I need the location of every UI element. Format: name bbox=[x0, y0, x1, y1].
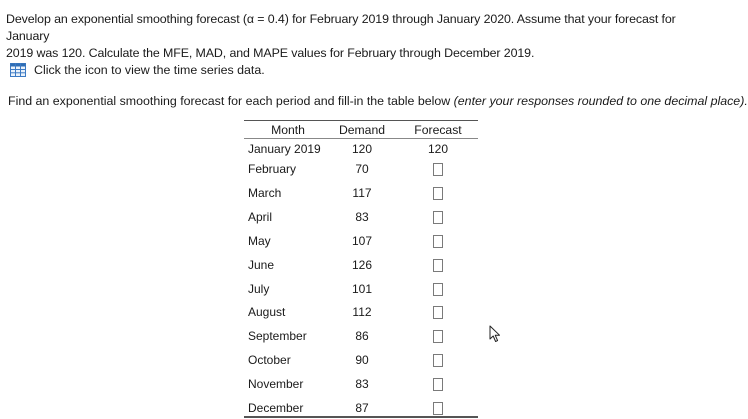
table-header-rule bbox=[244, 138, 478, 139]
table-row-demand: 70 bbox=[355, 162, 369, 176]
table-row-month: April bbox=[248, 210, 273, 224]
table-row-demand: 90 bbox=[355, 353, 369, 367]
table-row-month: December bbox=[248, 401, 304, 415]
table-row-demand: 101 bbox=[351, 282, 373, 296]
table-row-demand: 86 bbox=[355, 329, 369, 343]
grid-table-icon[interactable] bbox=[10, 63, 26, 77]
mouse-pointer-icon bbox=[487, 325, 503, 343]
instructions-note: (enter your responses rounded to one decimal place). bbox=[453, 94, 748, 108]
table-row-month: October bbox=[248, 353, 291, 367]
problem-line-1: Develop an exponential smoothing forecast (α = 0.4) for February 2019 through January 2020. Assume that your forecast for January bbox=[6, 12, 676, 43]
table-top-rule bbox=[244, 120, 478, 121]
table-row-demand: 117 bbox=[352, 186, 372, 200]
demand-header: Demand bbox=[338, 123, 386, 137]
table-bottom-rule bbox=[244, 416, 478, 418]
forecast-answer-input[interactable] bbox=[433, 354, 443, 367]
table-row-demand: 107 bbox=[351, 234, 373, 248]
problem-statement bbox=[6, 11, 696, 62]
instructions-main: Find an exponential smoothing forecast for each period and fill-in the table below bbox=[8, 94, 454, 108]
forecast-answer-input[interactable] bbox=[433, 378, 443, 391]
forecast-answer-input[interactable] bbox=[433, 259, 443, 272]
table-row-demand: 126 bbox=[351, 258, 373, 272]
forecast-answer-input[interactable] bbox=[433, 402, 443, 415]
forecast-answer-input[interactable] bbox=[433, 283, 443, 296]
forecast-header: Forecast bbox=[414, 123, 462, 137]
table-row-demand: 83 bbox=[355, 210, 369, 224]
problem-line-2: 2019 was 120. Calculate the MFE, MAD, and MAPE values for February through December 2019. bbox=[6, 46, 535, 60]
first-row-forecast: 120 bbox=[427, 142, 449, 156]
table-row-month: May bbox=[248, 234, 271, 248]
instructions bbox=[8, 94, 748, 108]
table-row-month: August bbox=[248, 305, 286, 319]
table-row-demand: 83 bbox=[355, 377, 369, 391]
time-series-link-label: Click the icon to view the time series data. bbox=[34, 63, 265, 77]
table-row-month: November bbox=[248, 377, 304, 391]
table-row-month: March bbox=[248, 186, 282, 200]
first-row-month: January 2019 bbox=[248, 142, 321, 156]
table-row-month: June bbox=[248, 258, 275, 272]
table-row-month: July bbox=[248, 282, 270, 296]
forecast-answer-input[interactable] bbox=[433, 187, 443, 200]
table-row-month: September bbox=[248, 329, 307, 343]
table-row-demand: 87 bbox=[355, 401, 369, 415]
forecast-answer-input[interactable] bbox=[433, 330, 443, 343]
table-row-demand: 112 bbox=[352, 305, 372, 319]
forecast-answer-input[interactable] bbox=[433, 235, 443, 248]
month-header: Month bbox=[271, 123, 305, 137]
first-row-demand: 120 bbox=[351, 142, 373, 156]
forecast-answer-input[interactable] bbox=[433, 211, 443, 224]
forecast-answer-input[interactable] bbox=[433, 306, 443, 319]
table-row-month: February bbox=[248, 162, 297, 176]
time-series-data-link[interactable] bbox=[10, 63, 265, 77]
forecast-answer-input[interactable] bbox=[433, 163, 443, 176]
